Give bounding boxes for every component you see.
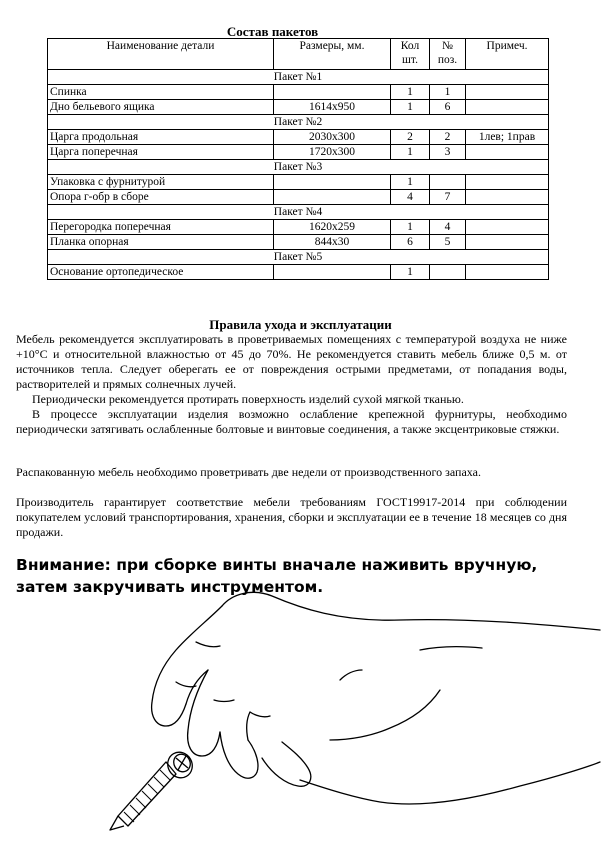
cell-note [466, 100, 549, 115]
cell-size [274, 265, 391, 280]
cell-note [466, 85, 549, 100]
cell-pos: 6 [430, 100, 466, 115]
header-size: Размеры, мм. [274, 39, 391, 70]
table-row [48, 145, 549, 160]
cell-pos [430, 175, 466, 190]
cell-name: Спинка [48, 85, 274, 100]
group-label: Пакет №3 [48, 160, 549, 175]
group-label: Пакет №1 [48, 70, 549, 85]
cell-qty: 2 [391, 130, 430, 145]
table-title: Состав пакетов [226, 24, 319, 39]
table-row [48, 85, 549, 100]
table-row [48, 100, 549, 115]
cell-size: 1614х950 [274, 100, 391, 115]
cell-note [466, 175, 549, 190]
care-paragraph-3: В процессе эксплуатации изделия возможно ослабление крепежной фурнитуры, необходимо периодически затягивать ослабленные болтовые и винтовые соединения, а также эксцентриковые стяжки. [16, 407, 567, 436]
cell-pos: 4 [430, 220, 466, 235]
cell-qty: 1 [391, 85, 430, 100]
header-name: Наименование детали [48, 39, 274, 70]
cell-note [466, 235, 549, 250]
cell-size: 2030х300 [274, 130, 391, 145]
warranty-paragraph: Производитель гарантирует соответствие мебели требованиям ГОСТ19917-2014 при соблюдении покупателем условий транспортирования, хранения, сборки и эксплуатации ее в течение 18 месяцев со дня продажи. [16, 495, 567, 539]
cell-pos: 3 [430, 145, 466, 160]
cell-qty: 6 [391, 235, 430, 250]
cell-size [274, 190, 391, 205]
table-row [48, 175, 549, 190]
group-row [48, 160, 549, 175]
cell-pos: 2 [430, 130, 466, 145]
cell-size [274, 85, 391, 100]
cell-pos [430, 265, 466, 280]
cell-name: Планка опорная [48, 235, 274, 250]
cell-qty: 1 [391, 265, 430, 280]
group-row [48, 115, 549, 130]
table-row [48, 265, 549, 280]
cell-name: Упаковка с фурнитурой [48, 175, 274, 190]
cell-name: Основание ортопедическое [48, 265, 274, 280]
table-row [48, 190, 549, 205]
cell-note [466, 145, 549, 160]
group-row [48, 205, 549, 220]
cell-pos: 5 [430, 235, 466, 250]
table-row [48, 130, 549, 145]
care-paragraph-1: Мебель рекомендуется эксплуатировать в проветриваемых помещениях с температурой воздуха не ниже +10°С и относительной влажностью от 45 до 70%. Не рекомендуется ставить мебель ближе 0,5 м. от источников тепла. Следует оберегать ее от повреждения острыми предметами, от попадания воды, растворителей и прямых солнечных лучей. [16, 332, 567, 391]
cell-size: 1620х259 [274, 220, 391, 235]
cell-name: Дно бельевого ящика [48, 100, 274, 115]
group-label: Пакет №5 [48, 250, 549, 265]
cell-note [466, 220, 549, 235]
packages-table [47, 38, 549, 280]
group-label: Пакет №2 [48, 115, 549, 130]
cell-size: 1720х300 [274, 145, 391, 160]
care-paragraph-2: Периодически рекомендуется протирать поверхность изделий сухой мягкой тканью. [32, 392, 464, 406]
group-label: Пакет №4 [48, 205, 549, 220]
header-pos: № поз. [430, 39, 466, 70]
header-note: Примеч. [466, 39, 549, 70]
cell-qty: 1 [391, 145, 430, 160]
group-row [48, 250, 549, 265]
hand-screw-illustration [0, 590, 601, 850]
cell-qty: 1 [391, 100, 430, 115]
cell-pos: 7 [430, 190, 466, 205]
cell-qty: 1 [391, 175, 430, 190]
table-row [48, 235, 549, 250]
cell-note [466, 265, 549, 280]
cell-name: Опора г-обр в сборе [48, 190, 274, 205]
cell-pos: 1 [430, 85, 466, 100]
cell-qty: 1 [391, 220, 430, 235]
cell-size: 844х30 [274, 235, 391, 250]
care-title: Правила ухода и эксплуатации [209, 317, 392, 332]
cell-qty: 4 [391, 190, 430, 205]
header-qty: Кол шт. [391, 39, 430, 70]
cell-size [274, 175, 391, 190]
table-row [48, 220, 549, 235]
warning-text: Внимание: при сборке винты вначале наживить вручную, затем закручивать инструментом. [16, 556, 538, 596]
cell-name: Царга продольная [48, 130, 274, 145]
table-header-row [48, 39, 549, 70]
cell-name: Перегородка поперечная [48, 220, 274, 235]
cell-name: Царга поперечная [48, 145, 274, 160]
cell-note [466, 190, 549, 205]
group-row [48, 70, 549, 85]
cell-note: 1лев; 1прав [466, 130, 549, 145]
care-paragraph-4: Распакованную мебель необходимо проветривать две недели от производственного запаха. [16, 465, 481, 479]
